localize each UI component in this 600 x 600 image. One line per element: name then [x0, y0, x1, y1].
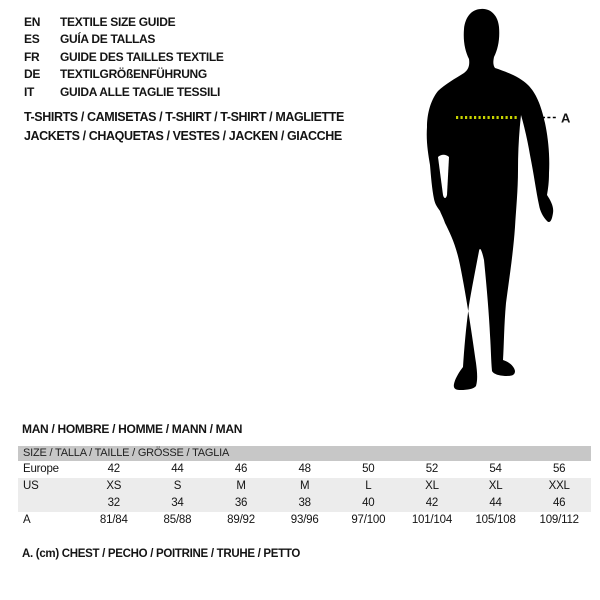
size-cell: 105/108: [475, 514, 516, 526]
row-label: [18, 495, 82, 512]
language-row-de: [24, 66, 224, 83]
row-label: A: [23, 514, 31, 526]
measurement-footnote: A. (cm) CHEST / PECHO / POITRINE / TRUHE / PETTO: [22, 548, 301, 560]
row-label: Europe: [23, 463, 59, 475]
table-row-chest-a: [18, 512, 591, 529]
size-cell: 93/96: [290, 514, 319, 526]
section-title: MAN / HOMBRE / HOMME / MANN / MAN: [22, 422, 243, 436]
size-cell: 32: [107, 497, 121, 509]
size-cell: XXL: [548, 480, 570, 492]
size-cell: 34: [171, 497, 184, 509]
table-row-europe: [18, 461, 591, 478]
size-cell: 85/88: [163, 514, 192, 526]
language-row-es: [24, 31, 224, 48]
table-row-us: [18, 478, 591, 495]
language-label: GUIDE DES TAILLES TEXTILE: [60, 49, 224, 64]
size-cell: 42: [425, 497, 439, 509]
language-code: FR: [24, 49, 40, 64]
size-cell: 42: [107, 463, 121, 475]
language-row-it: [24, 84, 224, 101]
category-line-jackets: JACKETS / CHAQUETAS / VESTES / JACKEN / GIACCHE: [24, 128, 342, 143]
man-silhouette-figure: [412, 5, 572, 395]
row-label: US: [23, 480, 39, 492]
language-label: GUIDA ALLE TAGLIE TESSILI: [60, 84, 221, 99]
size-cell: XL: [425, 480, 439, 492]
language-row-fr: [24, 49, 224, 66]
category-line-tshirts: T-SHIRTS / CAMISETAS / T-SHIRT / T-SHIRT / MAGLIETTE: [24, 110, 344, 124]
language-list: [24, 14, 224, 101]
size-cell: 56: [552, 463, 566, 475]
size-cell: 46: [552, 497, 566, 509]
man-silhouette-svg: [412, 5, 572, 395]
size-cell: 48: [298, 463, 311, 475]
language-label: TEXTILGRÖßENFÜHRUNG: [60, 67, 207, 82]
size-cell: 109/112: [539, 514, 579, 526]
size-cell: 44: [489, 497, 502, 509]
size-cell: 44: [171, 463, 184, 475]
size-cell: 54: [489, 463, 502, 475]
size-cell: 89/92: [227, 514, 255, 526]
size-cell: 52: [425, 463, 439, 475]
language-code: EN: [24, 15, 41, 29]
size-cell: 101/104: [411, 514, 453, 526]
size-cell: 97/100: [351, 514, 386, 526]
size-table: [18, 446, 591, 529]
size-cell: M: [236, 480, 246, 492]
size-cell: 38: [298, 497, 311, 509]
size-table-header: SIZE / TALLA / TAILLE / GRÖSSE / TAGLIA: [18, 446, 591, 461]
size-cell: 50: [362, 463, 375, 475]
language-code: DE: [24, 67, 41, 82]
size-cell: 46: [234, 463, 248, 475]
measure-label-a: A: [561, 110, 571, 126]
man-silhouette: [427, 9, 553, 390]
size-cell: XS: [106, 480, 122, 492]
language-label: GUÍA DE TALLAS: [60, 32, 156, 47]
category-lines: [24, 108, 344, 145]
size-cell: S: [173, 480, 182, 492]
language-code: IT: [24, 84, 35, 99]
language-code: ES: [24, 32, 40, 47]
language-label: TEXTILE SIZE GUIDE: [60, 15, 176, 29]
size-cell: M: [299, 480, 310, 492]
language-row-en: [24, 14, 224, 31]
size-cell: 40: [362, 497, 375, 509]
size-cell: L: [365, 480, 372, 492]
size-cell: 81/84: [99, 514, 128, 526]
size-cell: 36: [234, 497, 248, 509]
size-cell: XL: [488, 480, 503, 492]
table-row-us-numeric: [18, 495, 591, 512]
